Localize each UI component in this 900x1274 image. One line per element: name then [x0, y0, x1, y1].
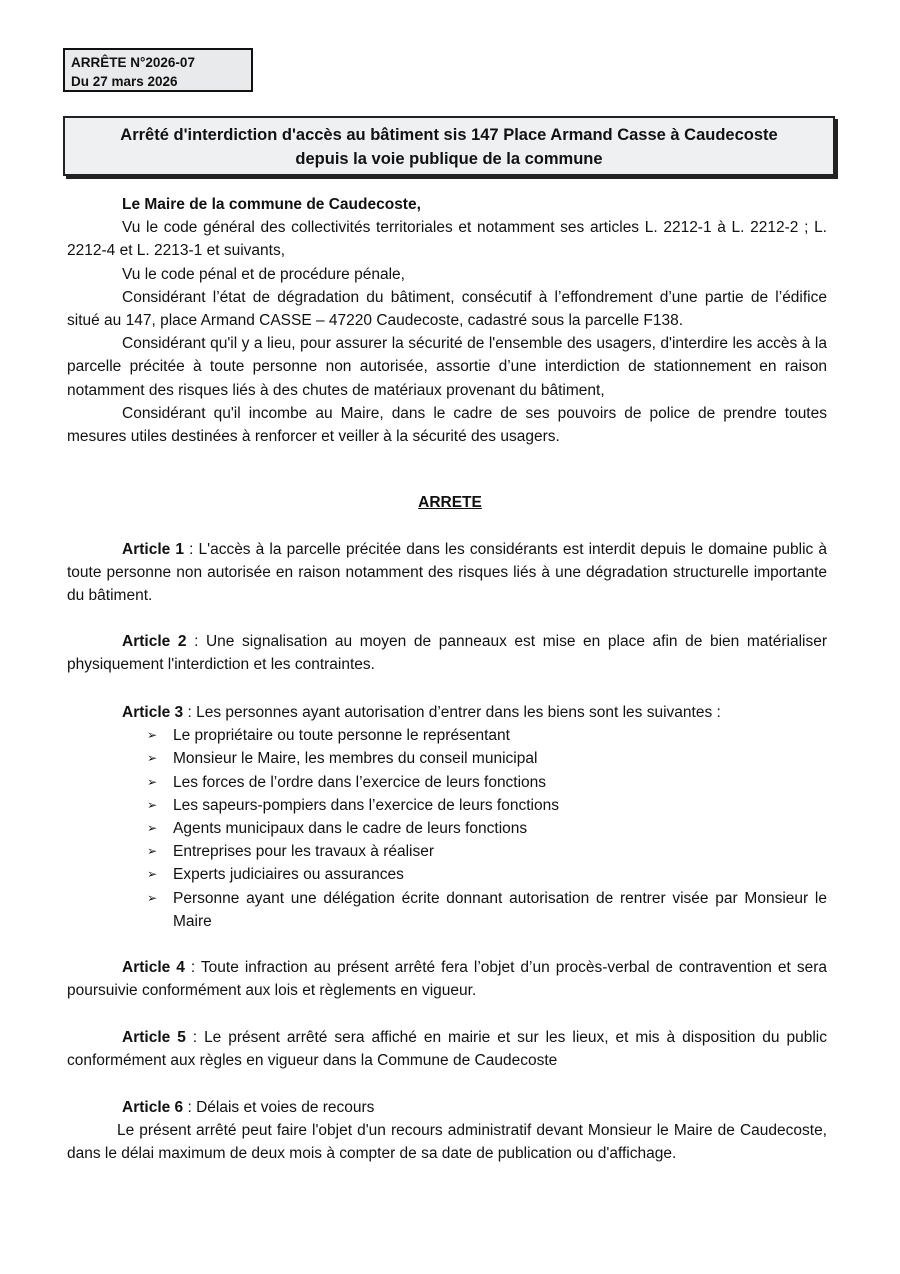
arrow-bullet-icon: ➢ [147, 821, 158, 836]
decree-title-box [63, 116, 835, 176]
arrow-bullet-icon: ➢ [147, 844, 158, 859]
article-label: Article 2 [122, 633, 187, 650]
article-label: Article 6 [122, 1099, 184, 1116]
article-text: : Les personnes ayant autorisation d’entrer dans les biens sont les suivantes : [183, 704, 721, 721]
article-text: : Toute infraction au présent arrêté fera l’objet d’un procès-verbal de contravention et sera poursuivie conformément aux lois et règlements en vigueur. [67, 959, 827, 1000]
preamble-item: Considérant l’état de dégradation du bâtiment, consécutif à l’effondrement d’une partie de l’édifice situé au 147, place Armand CASSE – 47220 Caudecoste, cadastré sous la parcelle F138. [67, 288, 827, 330]
preamble-item: Considérant qu'il y a lieu, pour assurer la sécurité de l'ensemble des usagers, d'interdire les accès à la parcelle précitée à toute personne non autorisée, assortie d’une interdiction de stationnement en raison notamment des risques liés à des chutes de matériaux provenant du bâtiment, [67, 335, 827, 399]
list-item: ➢ Les sapeurs-pompiers dans l’exercice de leurs fonctions [147, 794, 827, 817]
arrow-bullet-icon: ➢ [147, 774, 158, 789]
title-line-1: Arrêté d'interdiction d'accès au bâtiment sis 147 Place Armand Casse à Caudecoste [120, 126, 778, 144]
article-label: Article 1 [122, 541, 184, 558]
article-5 [67, 1026, 827, 1072]
article-1 [67, 538, 827, 608]
arrow-bullet-icon: ➢ [147, 890, 158, 905]
preamble [67, 193, 827, 448]
preamble-item: Considérant qu'il incombe au Maire, dans le cadre de ses pouvoirs de police de prendre toutes mesures utiles destinées à renforcer et veiller à la sécurité des usagers. [67, 404, 827, 446]
article-3 [67, 701, 827, 933]
article-text: : Délais et voies de recours [183, 1099, 375, 1116]
article-label: Article 4 [122, 959, 185, 976]
list-item: ➢ Le propriétaire ou toute personne le représentant [147, 724, 827, 747]
mayor-line: Le Maire de la commune de Caudecoste, [122, 196, 421, 213]
list-item: ➢ Les forces de l’ordre dans l’exercice de leurs fonctions [147, 771, 827, 794]
article-label: Article 3 [122, 704, 184, 721]
list-item: ➢ Personne ayant une délégation écrite donnant autorisation de rentrer visée par Monsieur le Maire [147, 887, 827, 933]
list-item: ➢ Entreprises pour les travaux à réaliser [147, 840, 827, 863]
article-body: Le présent arrêté peut faire l'objet d'un recours administratif devant Monsieur le Maire de Caudecoste, dans le délai maximum de deux mois à compter de sa date de publication ou d'affichage. [67, 1122, 827, 1163]
decree-number: ARRÊTE N°2026-07 [71, 55, 195, 70]
preamble-item: Vu le code pénal et de procédure pénale, [122, 265, 405, 283]
article-text: : Une signalisation au moyen de panneaux est mise en place afin de bien matérialiser physiquement l'interdiction et les contraintes. [67, 633, 827, 674]
section-heading: ARRETE [418, 494, 482, 511]
article-label: Article 5 [122, 1029, 186, 1046]
arrow-bullet-icon: ➢ [147, 797, 158, 812]
article-4 [67, 956, 827, 1002]
list-item: ➢ Monsieur le Maire, les membres du conseil municipal [147, 747, 827, 770]
title-line-2: depuis la voie publique de la commune [295, 150, 603, 168]
article-6 [67, 1096, 827, 1166]
article-text: : Le présent arrêté sera affiché en mairie et sur les lieux, et mis à disposition du public conformément aux règles en vigueur dans la Commune de Caudecoste [67, 1029, 827, 1070]
list-item: ➢ Experts judiciaires ou assurances [147, 863, 827, 886]
decree-date: Du 27 mars 2026 [71, 74, 178, 89]
authorized-persons-list [67, 724, 827, 933]
arrow-bullet-icon: ➢ [147, 867, 158, 882]
list-item: ➢ Agents municipaux dans le cadre de leurs fonctions [147, 817, 827, 840]
decree-reference-box [63, 48, 253, 92]
article-2 [67, 630, 827, 676]
article-text: : L'accès à la parcelle précitée dans les considérants est interdit depuis le domaine public à toute personne non autorisée en raison notamment des risques liés à une dégradation structurelle importante du bâtiment. [67, 541, 827, 605]
preamble-item: Vu le code général des collectivités territoriales et notamment ses articles L. 2212-1 à L. 2212-2 ; L. 2212-4 et L. 2213-1 et suivants, [67, 219, 827, 260]
arrow-bullet-icon: ➢ [147, 728, 158, 743]
arrow-bullet-icon: ➢ [147, 751, 158, 766]
